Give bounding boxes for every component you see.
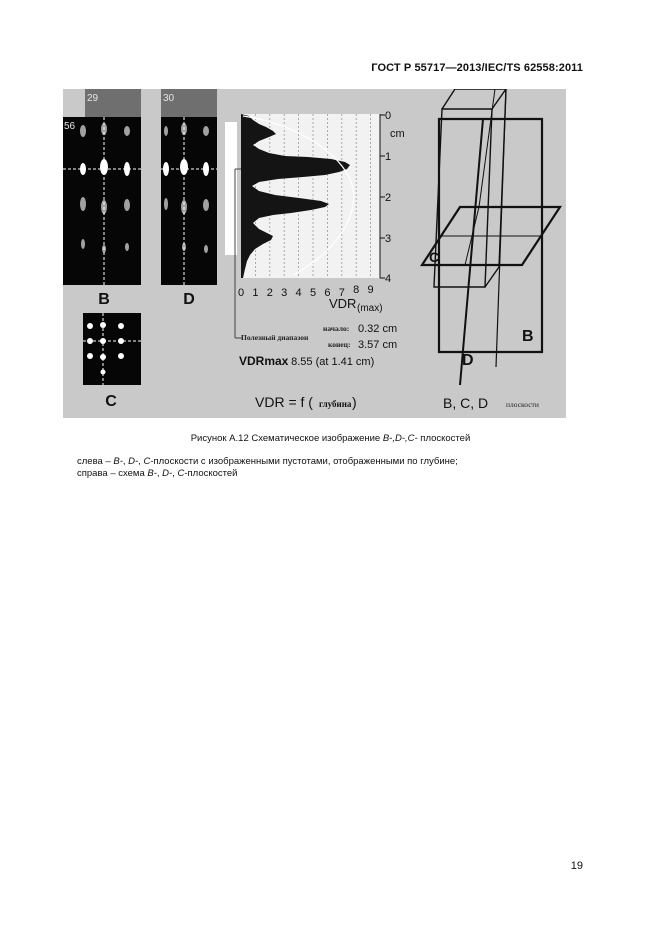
desc-plane: С xyxy=(143,456,151,467)
plane-schematic xyxy=(422,89,560,385)
formula-arg: глубина xyxy=(319,399,352,409)
caption-suffix: плоскостей xyxy=(417,433,471,444)
vdr-profile xyxy=(225,110,405,410)
figure-a12 xyxy=(63,89,566,418)
depth-tick: 1 xyxy=(385,151,392,163)
vdr-max-value: : 8.55 (at 1.41 cm) xyxy=(285,356,375,368)
desc-plane: В- xyxy=(113,456,123,467)
desc-plane: С xyxy=(177,468,185,479)
c-scan-label: C xyxy=(105,393,117,410)
d-scan-label: D xyxy=(183,291,195,308)
desc-text: , xyxy=(138,456,144,467)
figure-caption xyxy=(0,433,661,444)
vdr-tick: 1 xyxy=(252,287,259,299)
b-scan-side-index: 56 xyxy=(64,121,76,132)
desc-plane: D- xyxy=(162,468,173,479)
formula-main: VDR = f ( xyxy=(255,394,313,410)
d-scan-panel xyxy=(161,89,217,308)
vdr-tick: 4 xyxy=(295,287,302,299)
b-scan-label: B xyxy=(98,291,110,308)
depth-tick: 3 xyxy=(385,233,392,245)
vdr-tick: 2 xyxy=(266,287,273,299)
vdr-tick: 5 xyxy=(309,287,317,299)
description-line-right xyxy=(77,468,458,480)
range-end-label: конец: xyxy=(328,340,351,349)
caption-planes: В-,D-,С- xyxy=(382,433,418,444)
desc-text: -плоскости с изображенными пустотами, отображенными по глубине; xyxy=(150,456,458,467)
range-start-label: начало: xyxy=(323,324,350,333)
vdr-tick: 3 xyxy=(281,287,288,299)
b-scan-panel xyxy=(63,89,141,308)
figure-graphics xyxy=(63,89,566,418)
desc-text: справа – схема xyxy=(77,468,148,479)
range-end-value: 3.57 cm xyxy=(358,339,398,351)
plane-d-label: D xyxy=(462,352,474,369)
vdr-tick: 9 xyxy=(367,284,374,296)
vdr-tick: 7 xyxy=(338,287,345,299)
b-scan-index: 29 xyxy=(87,93,99,104)
vdr-axis-suffix: (max) xyxy=(357,303,383,314)
vdr-max-label: VDRmax xyxy=(239,354,289,368)
planes-caption-letters: B, C, D xyxy=(443,395,489,411)
depth-tick: 4 xyxy=(385,273,392,285)
plane-b-label: B xyxy=(522,328,534,345)
desc-text: , xyxy=(172,468,178,479)
caption-prefix: Рисунок А.12 Схематическое изображение xyxy=(190,433,383,444)
standard-header: ГОСТ Р 55717—2013/IEC/TS 62558:2011 xyxy=(371,62,583,74)
desc-plane: D- xyxy=(128,456,139,467)
desc-text: , xyxy=(122,456,129,467)
desc-text: слева – xyxy=(77,456,114,467)
vdr-tick: 0 xyxy=(237,287,245,299)
d-scan-index: 30 xyxy=(163,93,175,104)
c-scan-panel xyxy=(83,313,141,410)
vdr-tick: 6 xyxy=(324,287,331,299)
depth-tick: 2 xyxy=(385,192,392,204)
desc-text: -плоскостей xyxy=(184,468,238,479)
desc-text: , xyxy=(156,468,163,479)
figure-description xyxy=(77,456,458,480)
description-line-left xyxy=(77,456,458,468)
vdr-axis-label: VDR xyxy=(329,296,357,311)
depth-unit: cm xyxy=(390,128,405,140)
desc-plane: В- xyxy=(147,468,157,479)
planes-caption-word: плоскости xyxy=(506,400,539,409)
depth-tick: 0 xyxy=(385,110,392,122)
useful-range-label: Полезный диапазон xyxy=(241,333,309,342)
formula-close: ) xyxy=(352,394,357,410)
plane-c-label: C xyxy=(429,249,440,265)
range-start-value: 0.32 cm xyxy=(358,323,398,335)
vdr-tick: 8 xyxy=(353,284,360,296)
page-number: 19 xyxy=(570,860,583,872)
